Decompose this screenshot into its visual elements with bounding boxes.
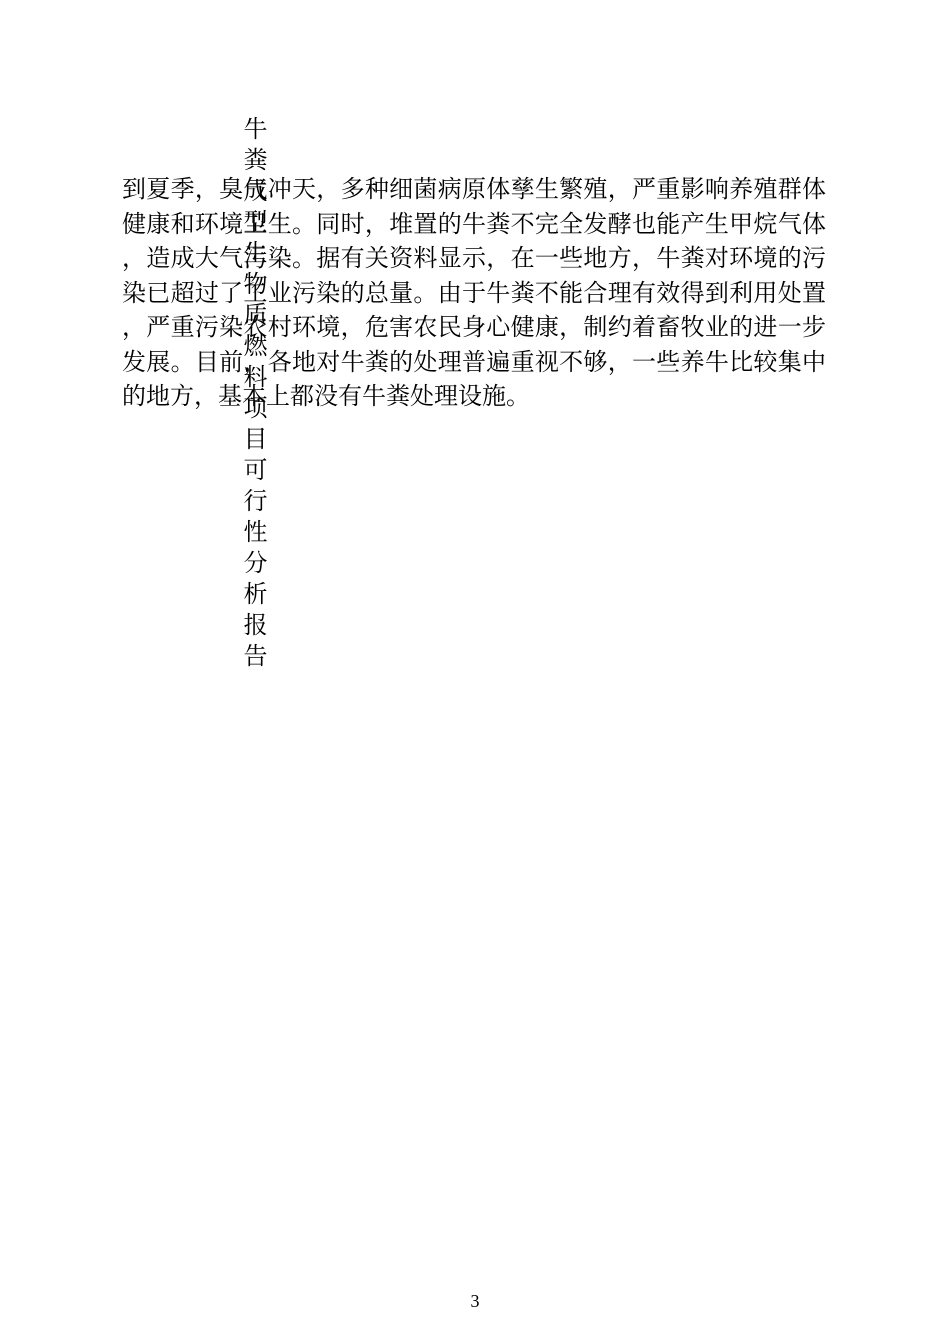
body-paragraph: 到夏季，臭气冲天，多种细菌病原体孳生繁殖，严重影响养殖群体健康和环境卫生。同时，堆置的牛粪不完全发酵也能产生甲烷气体，造成大气污染。据有关资料显示，在一些地方，牛粪对环境的污染已超过了工业污染的总量。由于牛粪不能合理有效得到利用处置，严重污染农村环境，危害农民身心健康，制约着畜牧业的进一步发展。目前，各地对牛粪的处理普遍重视不够，一些养牛比较集中的地方，基本上都没有牛粪处理设施。 — [122, 175, 826, 410]
page-number: 3 — [470, 1291, 480, 1311]
vertical-title: 牛粪成型生物质燃料项目可行性分析报告 — [239, 116, 267, 674]
